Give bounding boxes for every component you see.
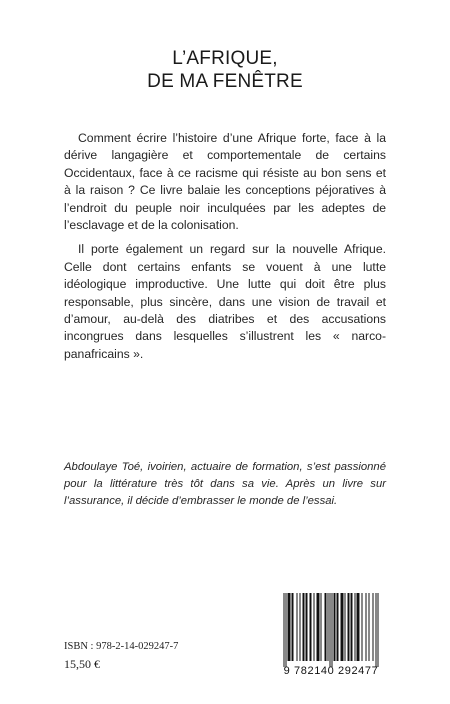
book-title-line-1: L’AFRIQUE, bbox=[172, 47, 278, 69]
barcode-bar bbox=[369, 593, 370, 661]
barcode-bar bbox=[293, 593, 294, 661]
barcode-bar bbox=[349, 593, 350, 661]
barcode-bar bbox=[332, 593, 333, 667]
barcode-bar bbox=[306, 593, 307, 661]
barcode-bar bbox=[359, 593, 360, 661]
barcode-bar bbox=[351, 593, 352, 661]
author-name: Abdoulaye Toé bbox=[64, 461, 141, 473]
blurb-paragraph-1: Comment écrire l’histoire d’une Afrique forte, face à la dérive langagière et comportementale de certains Occidentaux, face à ce racisme qui résiste au bon sens et à la raison ? Ce livre balaie les conceptions péjoratives à l’endroit du peuple noir inculquées par les adeptes de l’esclavage et de la colonisation. bbox=[64, 131, 386, 233]
barcode-bar bbox=[373, 593, 374, 661]
barcode-bar bbox=[335, 593, 336, 661]
barcode-bar bbox=[292, 593, 293, 661]
barcode-bar bbox=[358, 593, 359, 661]
price-label: 15,50 € bbox=[64, 657, 100, 671]
barcode-bar bbox=[362, 593, 363, 661]
barcode-bar bbox=[303, 593, 304, 661]
barcode-bar bbox=[300, 593, 301, 661]
barcode-bar bbox=[290, 593, 291, 661]
barcode-bar bbox=[330, 593, 331, 667]
barcode-bar bbox=[342, 593, 343, 661]
book-title-line-2: DE MA FENÊTRE bbox=[147, 70, 303, 92]
blurb-paragraph-2: Il porte également un regard sur la nouvelle Afrique. Celle dont certains enfants se vouent à une lutte idéologique improductive. Une lutte qui doit être plus responsable, plus sincère, dans une vision de travail et d’amour, au-delà des diatribes et des accusations incongrues dans lesquelles s’illustrent les « narco-panafricains ». bbox=[64, 242, 386, 361]
barcode-bar bbox=[297, 593, 298, 661]
barcode-bar bbox=[314, 593, 315, 661]
barcode-bar bbox=[337, 593, 338, 661]
barcode-bar bbox=[341, 593, 342, 661]
barcode-bar bbox=[286, 593, 287, 667]
barcode-bar bbox=[376, 593, 377, 667]
barcode-bar bbox=[318, 593, 319, 661]
barcode-bar bbox=[328, 593, 329, 661]
barcode-bar bbox=[357, 593, 358, 661]
barcode bbox=[276, 587, 386, 687]
isbn-label: ISBN : 978-2-14-029247-7 bbox=[64, 641, 179, 652]
barcode-bar bbox=[343, 593, 344, 661]
barcode-bar bbox=[348, 593, 349, 661]
barcode-bar bbox=[321, 593, 322, 661]
barcode-bar bbox=[325, 593, 326, 661]
barcode-bar bbox=[307, 593, 308, 661]
barcode-bar bbox=[288, 593, 289, 661]
book-title bbox=[0, 47, 450, 93]
barcode-bar bbox=[284, 593, 285, 667]
barcode-bar bbox=[310, 593, 311, 661]
barcode-bar bbox=[326, 593, 327, 661]
barcode-bar bbox=[311, 593, 312, 661]
barcode-bar bbox=[334, 593, 335, 661]
barcode-bar bbox=[317, 593, 318, 661]
barcode-bar bbox=[304, 593, 305, 661]
barcode-bar bbox=[352, 593, 353, 661]
barcode-bar bbox=[366, 593, 367, 661]
author-bio bbox=[64, 459, 386, 510]
barcode-bar bbox=[378, 593, 379, 667]
barcode-digits: 9 782140 292477 bbox=[283, 665, 379, 677]
barcode-bar bbox=[345, 593, 346, 661]
barcode-bar bbox=[289, 593, 290, 661]
book-blurb bbox=[64, 130, 386, 370]
barcode-bar bbox=[338, 593, 339, 661]
barcode-bar bbox=[355, 593, 356, 661]
author-bio-text: , ivoirien, actuaire de formation, s’est passionné pour la littérature très tôt dans sa vie. Après un livre sur l’assurance, il décide d’embrasser le monde de l’essai. bbox=[64, 461, 386, 507]
barcode-bar bbox=[319, 593, 320, 661]
barcode-bars bbox=[280, 593, 382, 667]
